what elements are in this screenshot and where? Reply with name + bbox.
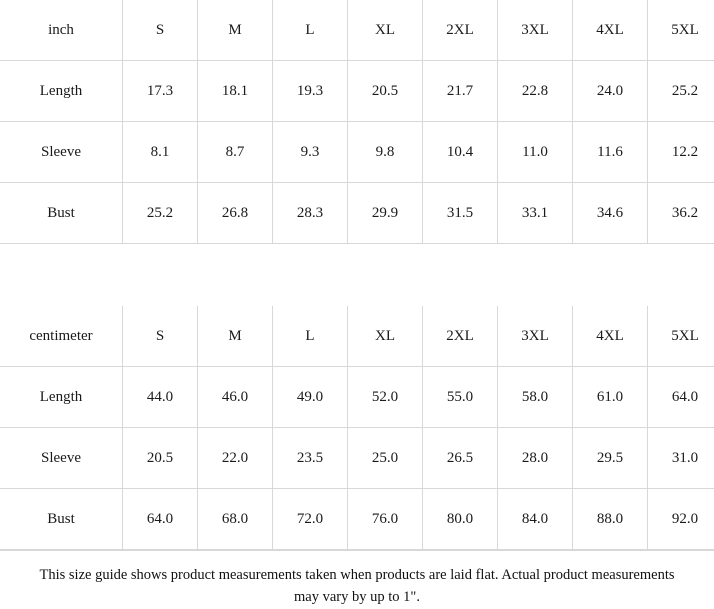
cell-length-3xl: 58.0 (498, 367, 573, 428)
row-label-sleeve: Sleeve (0, 428, 123, 489)
cell-sleeve-3xl: 28.0 (498, 428, 573, 489)
size-header-m: M (198, 0, 273, 61)
cell-sleeve-m: 22.0 (198, 428, 273, 489)
cell-length-4xl: 24.0 (573, 61, 648, 122)
table-header-row (0, 0, 714, 61)
table-row (0, 122, 714, 183)
cell-length-s: 17.3 (123, 61, 198, 122)
cell-sleeve-l: 23.5 (273, 428, 348, 489)
row-label-bust: Bust (0, 183, 123, 244)
cell-sleeve-4xl: 29.5 (573, 428, 648, 489)
cell-bust-xl: 29.9 (348, 183, 423, 244)
cell-bust-l: 72.0 (273, 489, 348, 550)
cell-sleeve-xl: 9.8 (348, 122, 423, 183)
cell-length-s: 44.0 (123, 367, 198, 428)
cell-sleeve-m: 8.7 (198, 122, 273, 183)
cell-bust-xl: 76.0 (348, 489, 423, 550)
cell-sleeve-s: 20.5 (123, 428, 198, 489)
cell-sleeve-2xl: 10.4 (423, 122, 498, 183)
cell-bust-m: 26.8 (198, 183, 273, 244)
size-header-5xl: 5XL (648, 0, 714, 61)
row-label-length: Length (0, 367, 123, 428)
table-header-row (0, 306, 714, 367)
cell-sleeve-xl: 25.0 (348, 428, 423, 489)
cell-length-5xl: 25.2 (648, 61, 714, 122)
size-header-5xl: 5XL (648, 306, 714, 367)
size-table-inch (0, 0, 714, 244)
cell-bust-5xl: 36.2 (648, 183, 714, 244)
size-header-xl: XL (348, 0, 423, 61)
unit-label-centimeter: centimeter (0, 306, 123, 367)
size-header-4xl: 4XL (573, 306, 648, 367)
cell-length-2xl: 55.0 (423, 367, 498, 428)
table-row (0, 489, 714, 550)
cell-sleeve-4xl: 11.6 (573, 122, 648, 183)
cell-bust-4xl: 34.6 (573, 183, 648, 244)
unit-label-inch: inch (0, 0, 123, 61)
size-header-2xl: 2XL (423, 0, 498, 61)
size-header-l: L (273, 0, 348, 61)
size-guide-footnote (0, 550, 714, 609)
size-table-centimeter (0, 306, 714, 550)
size-header-m: M (198, 306, 273, 367)
table-spacer (0, 244, 714, 306)
cell-length-2xl: 21.7 (423, 61, 498, 122)
size-header-3xl: 3XL (498, 306, 573, 367)
cell-sleeve-3xl: 11.0 (498, 122, 573, 183)
cell-bust-5xl: 92.0 (648, 489, 714, 550)
size-header-s: S (123, 0, 198, 61)
cell-bust-2xl: 31.5 (423, 183, 498, 244)
cell-sleeve-5xl: 12.2 (648, 122, 714, 183)
cell-bust-3xl: 84.0 (498, 489, 573, 550)
cell-sleeve-5xl: 31.0 (648, 428, 714, 489)
cell-sleeve-l: 9.3 (273, 122, 348, 183)
cell-length-5xl: 64.0 (648, 367, 714, 428)
cell-length-m: 46.0 (198, 367, 273, 428)
cell-length-xl: 20.5 (348, 61, 423, 122)
size-header-s: S (123, 306, 198, 367)
size-header-4xl: 4XL (573, 0, 648, 61)
cell-bust-s: 64.0 (123, 489, 198, 550)
cell-length-l: 49.0 (273, 367, 348, 428)
cell-length-m: 18.1 (198, 61, 273, 122)
table-row (0, 183, 714, 244)
cell-sleeve-2xl: 26.5 (423, 428, 498, 489)
cell-bust-s: 25.2 (123, 183, 198, 244)
table-row (0, 61, 714, 122)
row-label-length: Length (0, 61, 123, 122)
cell-length-l: 19.3 (273, 61, 348, 122)
cell-bust-l: 28.3 (273, 183, 348, 244)
table-row (0, 428, 714, 489)
cell-bust-2xl: 80.0 (423, 489, 498, 550)
cell-bust-m: 68.0 (198, 489, 273, 550)
cell-bust-4xl: 88.0 (573, 489, 648, 550)
footnote-text: This size guide shows product measurements taken when products are laid flat. Actual product measurements may vary by up to 1". (34, 565, 680, 609)
row-label-sleeve: Sleeve (0, 122, 123, 183)
cell-length-xl: 52.0 (348, 367, 423, 428)
size-header-3xl: 3XL (498, 0, 573, 61)
row-label-bust: Bust (0, 489, 123, 550)
cell-bust-3xl: 33.1 (498, 183, 573, 244)
size-header-2xl: 2XL (423, 306, 498, 367)
table-row (0, 367, 714, 428)
cell-length-4xl: 61.0 (573, 367, 648, 428)
size-header-l: L (273, 306, 348, 367)
cell-length-3xl: 22.8 (498, 61, 573, 122)
size-header-xl: XL (348, 306, 423, 367)
cell-sleeve-s: 8.1 (123, 122, 198, 183)
